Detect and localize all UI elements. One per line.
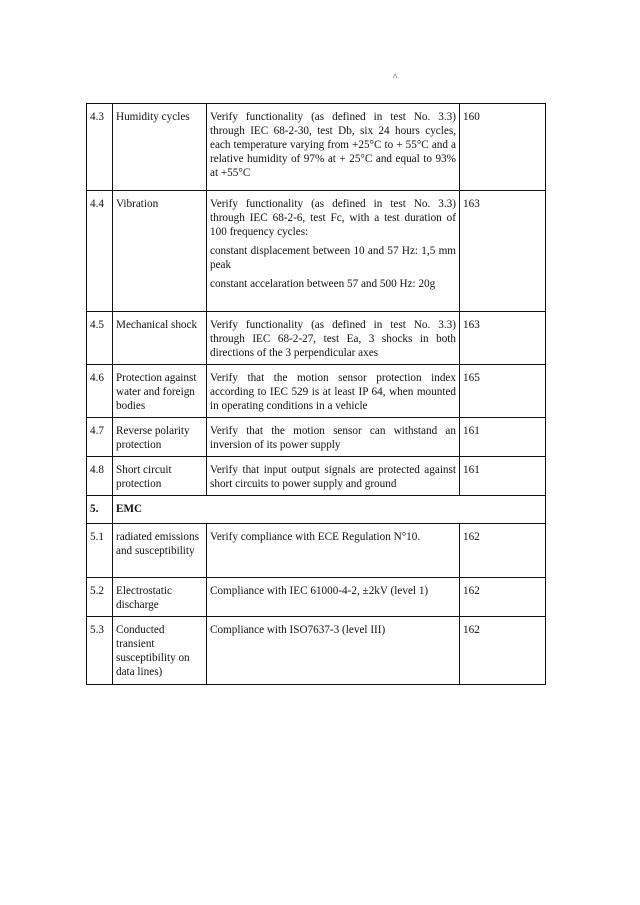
test-number: 4.3 [87,104,113,191]
table-row [87,365,546,418]
test-name: Vibration [113,191,207,312]
test-name: Humidity cycles [113,104,207,191]
section-title: EMC [113,496,546,524]
test-description [207,365,460,418]
test-reference: 163 [460,191,546,312]
test-description [207,104,460,191]
test-description [207,418,460,457]
test-description [207,524,460,578]
test-reference: 161 [460,418,546,457]
description-paragraph: Verify that input output signals are protected against short circuits to power supply and ground [210,464,456,490]
test-number: 4.4 [87,191,113,312]
test-name: Conducted transient susceptibility on data lines) [113,617,207,685]
description-paragraph: Verify functionality (as defined in test No. 3.3) through IEC 68-2-27, test Ea, 3 shocks in both directions of the 3 perpendicular axes [210,319,456,359]
table-row [87,312,546,365]
test-reference: 165 [460,365,546,418]
table-row [87,617,546,685]
test-reference: 160 [460,104,546,191]
description-paragraph: Compliance with ISO7637-3 (level III) [210,624,386,636]
test-name: Reverse polarity protection [113,418,207,457]
test-reference: 161 [460,457,546,496]
test-name: Electrostatic discharge [113,578,207,617]
description-paragraph: constant accelaration between 57 and 500 Hz: 20g [210,278,436,290]
table-row [87,418,546,457]
description-paragraph: Verify functionality (as defined in test No. 3.3) through IEC 68-2-30, test Db, six 24 hours cycles, each temperature varying from +25°C to + 55°C and a relative humidity of 97% at + 25°C and equal to 93% at +55°C [210,111,456,179]
test-number: 5.1 [87,524,113,578]
test-reference: 163 [460,312,546,365]
description-paragraph: Verify that the motion sensor can withstand an inversion of its power supply [210,425,456,451]
page-mark: ^ [393,72,398,82]
table-row [87,578,546,617]
test-reference: 162 [460,524,546,578]
test-table [86,103,546,685]
test-number: 5.2 [87,578,113,617]
test-number: 5.3 [87,617,113,685]
description-paragraph: Verify compliance with ECE Regulation N°10. [210,531,421,543]
description-paragraph: Compliance with IEC 61000-4-2, ±2kV (level 1) [210,585,429,597]
test-reference: 162 [460,578,546,617]
test-number: 4.7 [87,418,113,457]
table-row [87,457,546,496]
section-number: 5. [87,496,113,524]
description-paragraph: Verify functionality (as defined in test No. 3.3) through IEC 68-2-6, test Fc, with a test duration of 100 frequency cycles: [210,198,456,238]
table-row [87,104,546,191]
table-row [87,524,546,578]
test-description [207,457,460,496]
test-name: Protection against water and foreign bodies [113,365,207,418]
test-description [207,617,460,685]
description-paragraph: constant displacement between 10 and 57 Hz: 1,5 mm peak [210,245,456,271]
test-number: 4.8 [87,457,113,496]
test-description [207,312,460,365]
description-paragraph: Verify that the motion sensor protection index according to IEC 529 is at least IP 64, when mounted in operating conditions in a vehicle [210,372,456,412]
test-description [207,578,460,617]
test-name: Short circuit protection [113,457,207,496]
test-name: radiated emissions and susceptibility [113,524,207,578]
test-number: 4.6 [87,365,113,418]
test-number: 4.5 [87,312,113,365]
test-reference: 162 [460,617,546,685]
table-row [87,191,546,312]
test-description [207,191,460,312]
section-row [87,496,546,524]
test-name: Mechanical shock [113,312,207,365]
